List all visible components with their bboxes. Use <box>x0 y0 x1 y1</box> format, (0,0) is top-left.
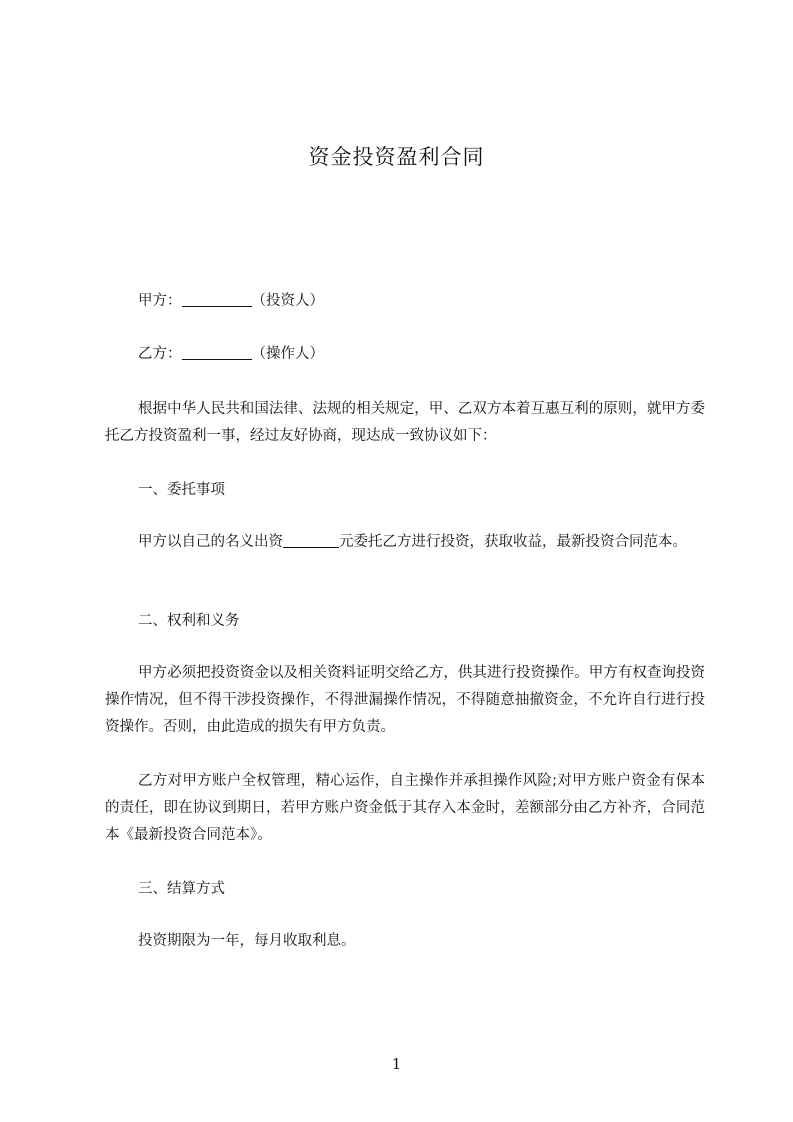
section-1-text-before: 甲方以自己的名义出资 <box>138 534 283 550</box>
preamble-paragraph: 根据中华人民共和国法律、法规的相关规定，甲、乙双方本着互惠互利的原则，就甲方委托乙方投资盈利一事，经过友好协商，现达成一致协议如下： <box>105 401 705 444</box>
section-1-text-after: 元委托乙方进行投资，获取收益，最新投资合同范本。 <box>339 534 687 550</box>
section-2-paragraph-2: 乙方对甲方账户全权管理，精心运作，自主操作并承担操作风险;对甲方账户资金有保本的责任，即在协议到期日，若甲方账户资金低于其存入本金时，差额部分由乙方补齐，合同范本《最新投资合同范本》。 <box>105 773 705 843</box>
section-2-paragraph-1: 甲方必须把投资资金以及相关资料证明交给乙方，供其进行投资操作。甲方有权查询投资操作情况，但不得干涉投资操作，不得泄漏操作情况，不得随意抽撤资金，不允许自行进行投资操作。否则，由此造成的损失有甲方负责。 <box>105 665 705 735</box>
party-a-label: 甲方： <box>138 293 182 309</box>
party-a-role: （投资人） <box>251 293 324 309</box>
section-2-heading: 二、权利和义务 <box>138 613 240 629</box>
party-a-line <box>138 290 324 312</box>
party-a-blank <box>182 292 252 307</box>
section-1-paragraph <box>105 529 705 556</box>
party-b-line <box>138 343 324 365</box>
section-1-heading: 一、委托事项 <box>138 482 225 498</box>
party-b-blank <box>182 345 252 360</box>
party-b-label: 乙方： <box>138 346 182 362</box>
section-3-paragraph: 投资期限为一年，每月收取利息。 <box>138 933 356 949</box>
party-b-role: （操作人） <box>251 346 324 362</box>
page-number: 1 <box>391 1055 402 1073</box>
amount-blank <box>283 533 339 548</box>
document-title: 资金投资盈利合同 <box>308 145 485 169</box>
section-3-heading: 三、结算方式 <box>138 881 225 897</box>
